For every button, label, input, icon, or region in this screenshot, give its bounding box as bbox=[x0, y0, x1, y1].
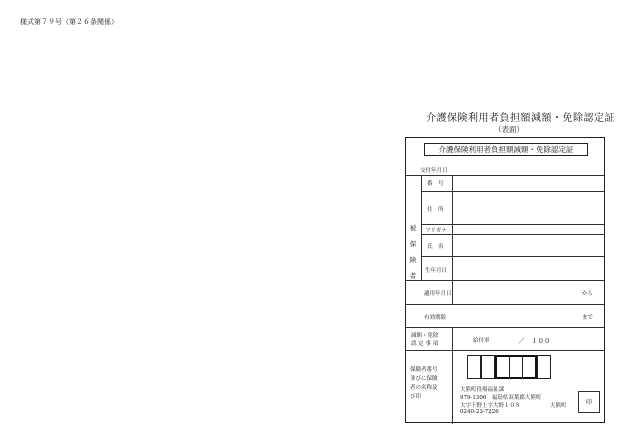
insured-label-char: 保 bbox=[409, 240, 417, 248]
insured-label-char: 被 bbox=[409, 224, 417, 232]
reduction-label: 減額・免除 bbox=[411, 333, 439, 339]
furigana-label: フリガナ bbox=[425, 228, 447, 234]
number-label: 番 号 bbox=[427, 181, 444, 187]
address-label: 住 所 bbox=[427, 207, 444, 213]
insurer-number-box bbox=[467, 355, 481, 379]
insurer-number-box bbox=[509, 355, 523, 379]
insured-label-char: 険 bbox=[409, 256, 417, 264]
insurer-number-box bbox=[481, 355, 495, 379]
insurer-postal: 979-1306 福島県双葉郡大熊町 bbox=[460, 395, 542, 401]
insurer-name: 大熊町役場福祉課 bbox=[460, 387, 505, 393]
benefit-rate-label: 給付率 bbox=[473, 338, 490, 344]
issue-date-label: 交付年月日 bbox=[420, 168, 448, 174]
insurer-address: 大字下野上字大野１０８ bbox=[460, 403, 521, 409]
row-divider bbox=[421, 224, 604, 225]
row-divider bbox=[406, 350, 604, 351]
row-divider bbox=[421, 191, 604, 192]
insurer-number-box bbox=[537, 355, 551, 379]
row-divider bbox=[421, 256, 604, 257]
insurer-tel: 0240-23-7226 bbox=[460, 409, 499, 415]
col-divider bbox=[452, 175, 453, 280]
benefit-rate-value: ／ １００ bbox=[518, 337, 551, 345]
reduction-label: 認 定 事 項 bbox=[411, 341, 439, 347]
apply-suffix: から bbox=[582, 291, 594, 297]
expiry-label: 有効期限 bbox=[424, 315, 447, 321]
seal-box: 印 bbox=[578, 391, 600, 413]
form-number: 様式第７９号（第２６条関係） bbox=[20, 18, 118, 26]
card-inner-title: 介護保険利用者負担額減額・免除認定証 bbox=[424, 143, 588, 156]
expiry-suffix: まで bbox=[582, 315, 594, 321]
town-name: 大熊町 bbox=[550, 403, 567, 409]
row-divider bbox=[406, 304, 604, 305]
birthdate-label: 生年月日 bbox=[425, 268, 448, 274]
name-label: 氏 名 bbox=[427, 244, 444, 250]
document-title: 介護保険利用者負担額減額・免除認定証 bbox=[426, 113, 615, 124]
insurer-label: び印 bbox=[410, 394, 422, 400]
insurer-label: 保険者番号 bbox=[410, 367, 438, 373]
row-divider bbox=[406, 280, 604, 281]
insurer-label: 並びに保険 bbox=[410, 376, 438, 382]
col-divider bbox=[452, 280, 453, 304]
side-label: （表面） bbox=[494, 125, 524, 134]
certificate-card bbox=[405, 137, 605, 423]
col-divider bbox=[421, 175, 422, 280]
insurer-label: 者の名称及 bbox=[410, 385, 438, 391]
col-divider bbox=[452, 327, 453, 424]
apply-date-label: 適用年月日 bbox=[424, 291, 452, 297]
row-divider bbox=[406, 327, 604, 328]
row-divider bbox=[421, 234, 604, 235]
row-divider bbox=[406, 175, 604, 176]
insured-label-char: 者 bbox=[409, 272, 417, 280]
